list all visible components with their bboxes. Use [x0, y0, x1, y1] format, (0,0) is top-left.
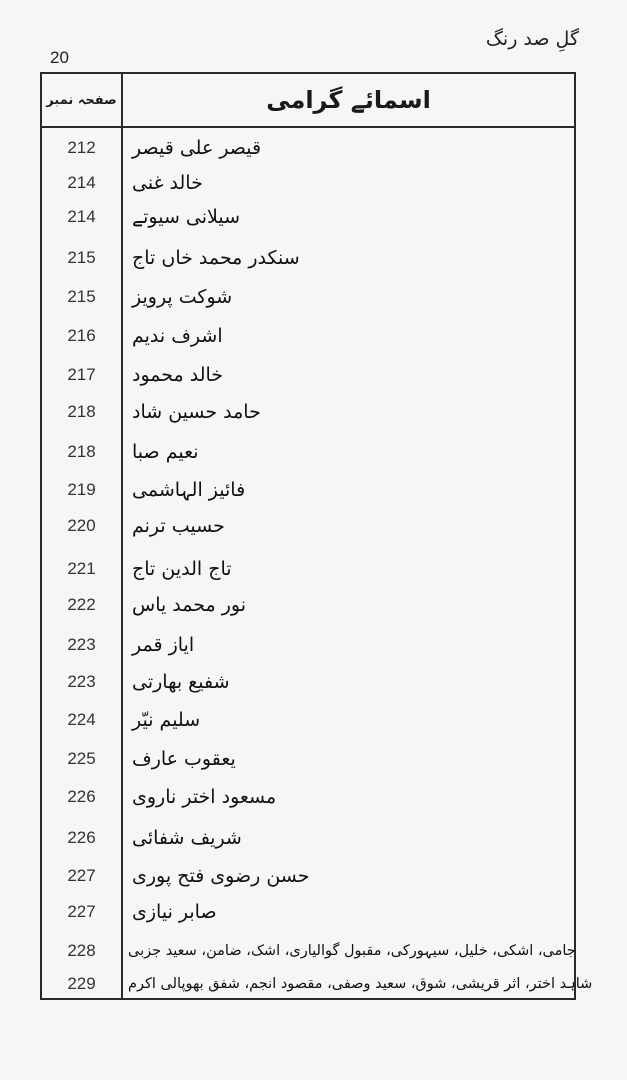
page-cell: 226: [67, 787, 96, 806]
name-cell: قیصر علی قیصر: [132, 137, 262, 159]
page-cell: 218: [67, 402, 96, 421]
name-cell: سیلانی سیوتے: [132, 206, 241, 228]
page-cell: 216: [67, 326, 96, 345]
page-cell: 227: [67, 902, 96, 921]
table-row: [42, 473, 574, 507]
table-row: [42, 552, 574, 586]
page-cell: 220: [67, 516, 96, 535]
name-cell: خالد محمود: [132, 364, 224, 386]
page-cell: 226: [67, 828, 96, 847]
name-cell: ایاز قمر: [132, 634, 195, 656]
table-row: [42, 665, 574, 699]
name-cell: شوکت پرویز: [132, 286, 233, 308]
table-row: [42, 967, 593, 1001]
page-cell: 228: [67, 941, 96, 960]
name-cell: نور محمد یاس: [132, 594, 247, 616]
table-row: [42, 628, 574, 662]
page-cell: 227: [67, 866, 96, 885]
name-cell: سلیم نیّر: [132, 709, 201, 731]
table-row: [42, 780, 574, 814]
name-cell: شریف شفائی: [132, 827, 242, 849]
table-row: [42, 131, 574, 165]
table-row: [42, 895, 574, 929]
name-cell: نعیم صبا: [132, 441, 199, 463]
page-cell: 215: [67, 287, 96, 306]
table-row: [42, 742, 574, 776]
name-cell: یعقوب عارف: [132, 748, 236, 770]
page-cell: 224: [67, 710, 96, 729]
name-cell: حسیب ترنم: [132, 515, 225, 537]
table-row: [42, 934, 574, 968]
name-cell: حامد حسین شاد: [132, 401, 261, 423]
page-cell: 225: [67, 749, 96, 768]
page-number: 20: [50, 48, 69, 67]
table-row: [42, 821, 574, 855]
name-cell: سنکدر محمد خاں تاج: [132, 247, 300, 269]
table-row: [42, 166, 574, 200]
name-cell: مسعود اختر ناروی: [132, 786, 277, 808]
page-cell: 219: [67, 480, 96, 499]
table-row: [42, 509, 574, 543]
header-names-column: اسمائے گرامی: [266, 86, 431, 114]
page-cell: 221: [67, 559, 96, 578]
header-rule: [42, 126, 574, 128]
page-cell: 223: [67, 635, 96, 654]
name-cell: اشرف ندیم: [132, 325, 223, 347]
table-row: [42, 395, 574, 429]
table-row: [42, 435, 574, 469]
table-row: [42, 588, 574, 622]
page-cell: 215: [67, 248, 96, 267]
table-row: [42, 703, 574, 737]
index-table: [40, 72, 593, 1000]
page-cell: 223: [67, 672, 96, 691]
name-cell: فائیز الہاشمی: [132, 479, 246, 501]
table-row: [42, 280, 574, 314]
name-cell: شفیع بھارتی: [132, 671, 230, 693]
page-cell: 217: [67, 365, 96, 384]
name-cell: جامی، اشکی، خلیل، سیہورکی، مقبول گوالیاری، اشک، ضامن، سعید جزبی: [128, 943, 576, 959]
header-page-column: صفحہ نمبر: [46, 92, 117, 108]
name-cell: خالد غنی: [132, 172, 203, 194]
table-row: [42, 200, 574, 234]
page-cell: 214: [67, 173, 96, 192]
name-cell: صابر نیازی: [132, 901, 217, 923]
table-row: [42, 319, 574, 353]
page-cell: 222: [67, 595, 96, 614]
table-row: [42, 358, 574, 392]
running-head: گلِ صد رنگ: [485, 28, 579, 50]
table-row: [42, 859, 574, 893]
page-cell: 218: [67, 442, 96, 461]
page-cell: 229: [67, 974, 96, 993]
name-cell: تاج الدین تاج: [132, 558, 232, 580]
page-cell: 212: [67, 138, 96, 157]
page-cell: 214: [67, 207, 96, 226]
name-cell: شاہد اختر، اثر قریشی، شوق، سعید وصفی، مقصود انجم، شفق بھوپالی اکرم: [128, 976, 593, 992]
name-cell: حسن رضوی فتح پوری: [132, 865, 310, 887]
table-row: [42, 241, 574, 275]
